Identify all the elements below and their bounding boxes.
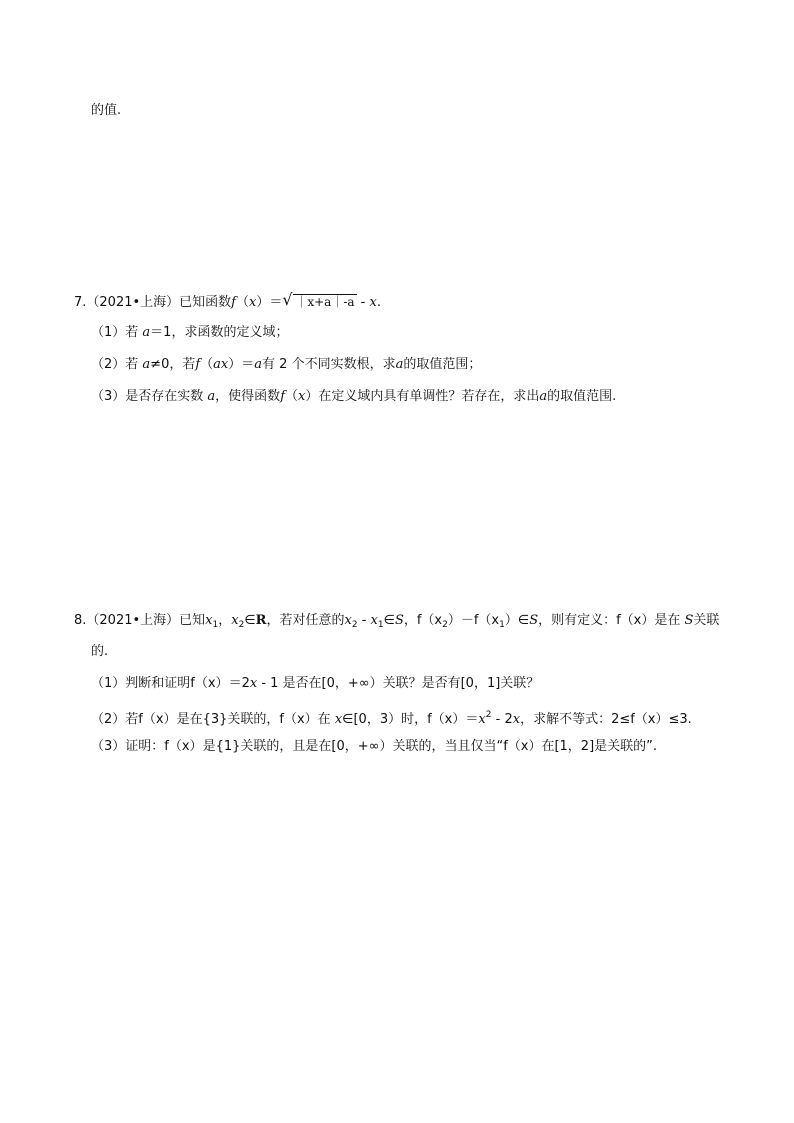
question-7-part-3: （3）是否存在实数 a，使得函数f（x）在定义域内具有单调性？若存在，求出a的取值范围. xyxy=(91,389,617,404)
question-7-part-2: （2）若 a≠0，若f（ax）＝a有 2 个不同实数根，求a的取值范围； xyxy=(91,357,482,372)
question-7-stem: 7.（2021•上海）已知函数f（x）＝ √ ｜x+a｜-a - x. xyxy=(74,290,381,310)
radical-sign-icon: √ xyxy=(282,290,293,309)
question-8-part-2: （2）若f（x）是在{3}关联的，f（x）在 x∈[0，3）时，$f(x)=x^2 - 2x$，求解不等式：2≤f（x）≤3. xyxy=(91,710,692,727)
question-8-part-3: （3）证明：f（x）是{1}关联的，且是在[0，+∞）关联的，当且仅当“f（x）在[1，2]是关联的”. xyxy=(91,739,658,754)
question-8-stem: 8.（2021•上海）已知$x_1$，$x_2\in R$，若对任意的$x_2$ - $x_1\in S$，$f(x_2)-f(x_1)\in S$，则有定义：f（x）是在 S关联 xyxy=(74,613,720,630)
question-7-part-1: （1）若 a＝1，求函数的定义域； xyxy=(91,325,289,340)
square-root-expression: √ ｜x+a｜-a xyxy=(282,290,355,309)
question-8-part-1: （1）判断和证明f（x）＝2x - 1 是否在[0，+∞）关联？是否有[0，1]关联？ xyxy=(91,676,540,691)
previous-question-tail: 的值. xyxy=(91,103,122,118)
question-8-stem-continued: 的. xyxy=(91,644,109,659)
